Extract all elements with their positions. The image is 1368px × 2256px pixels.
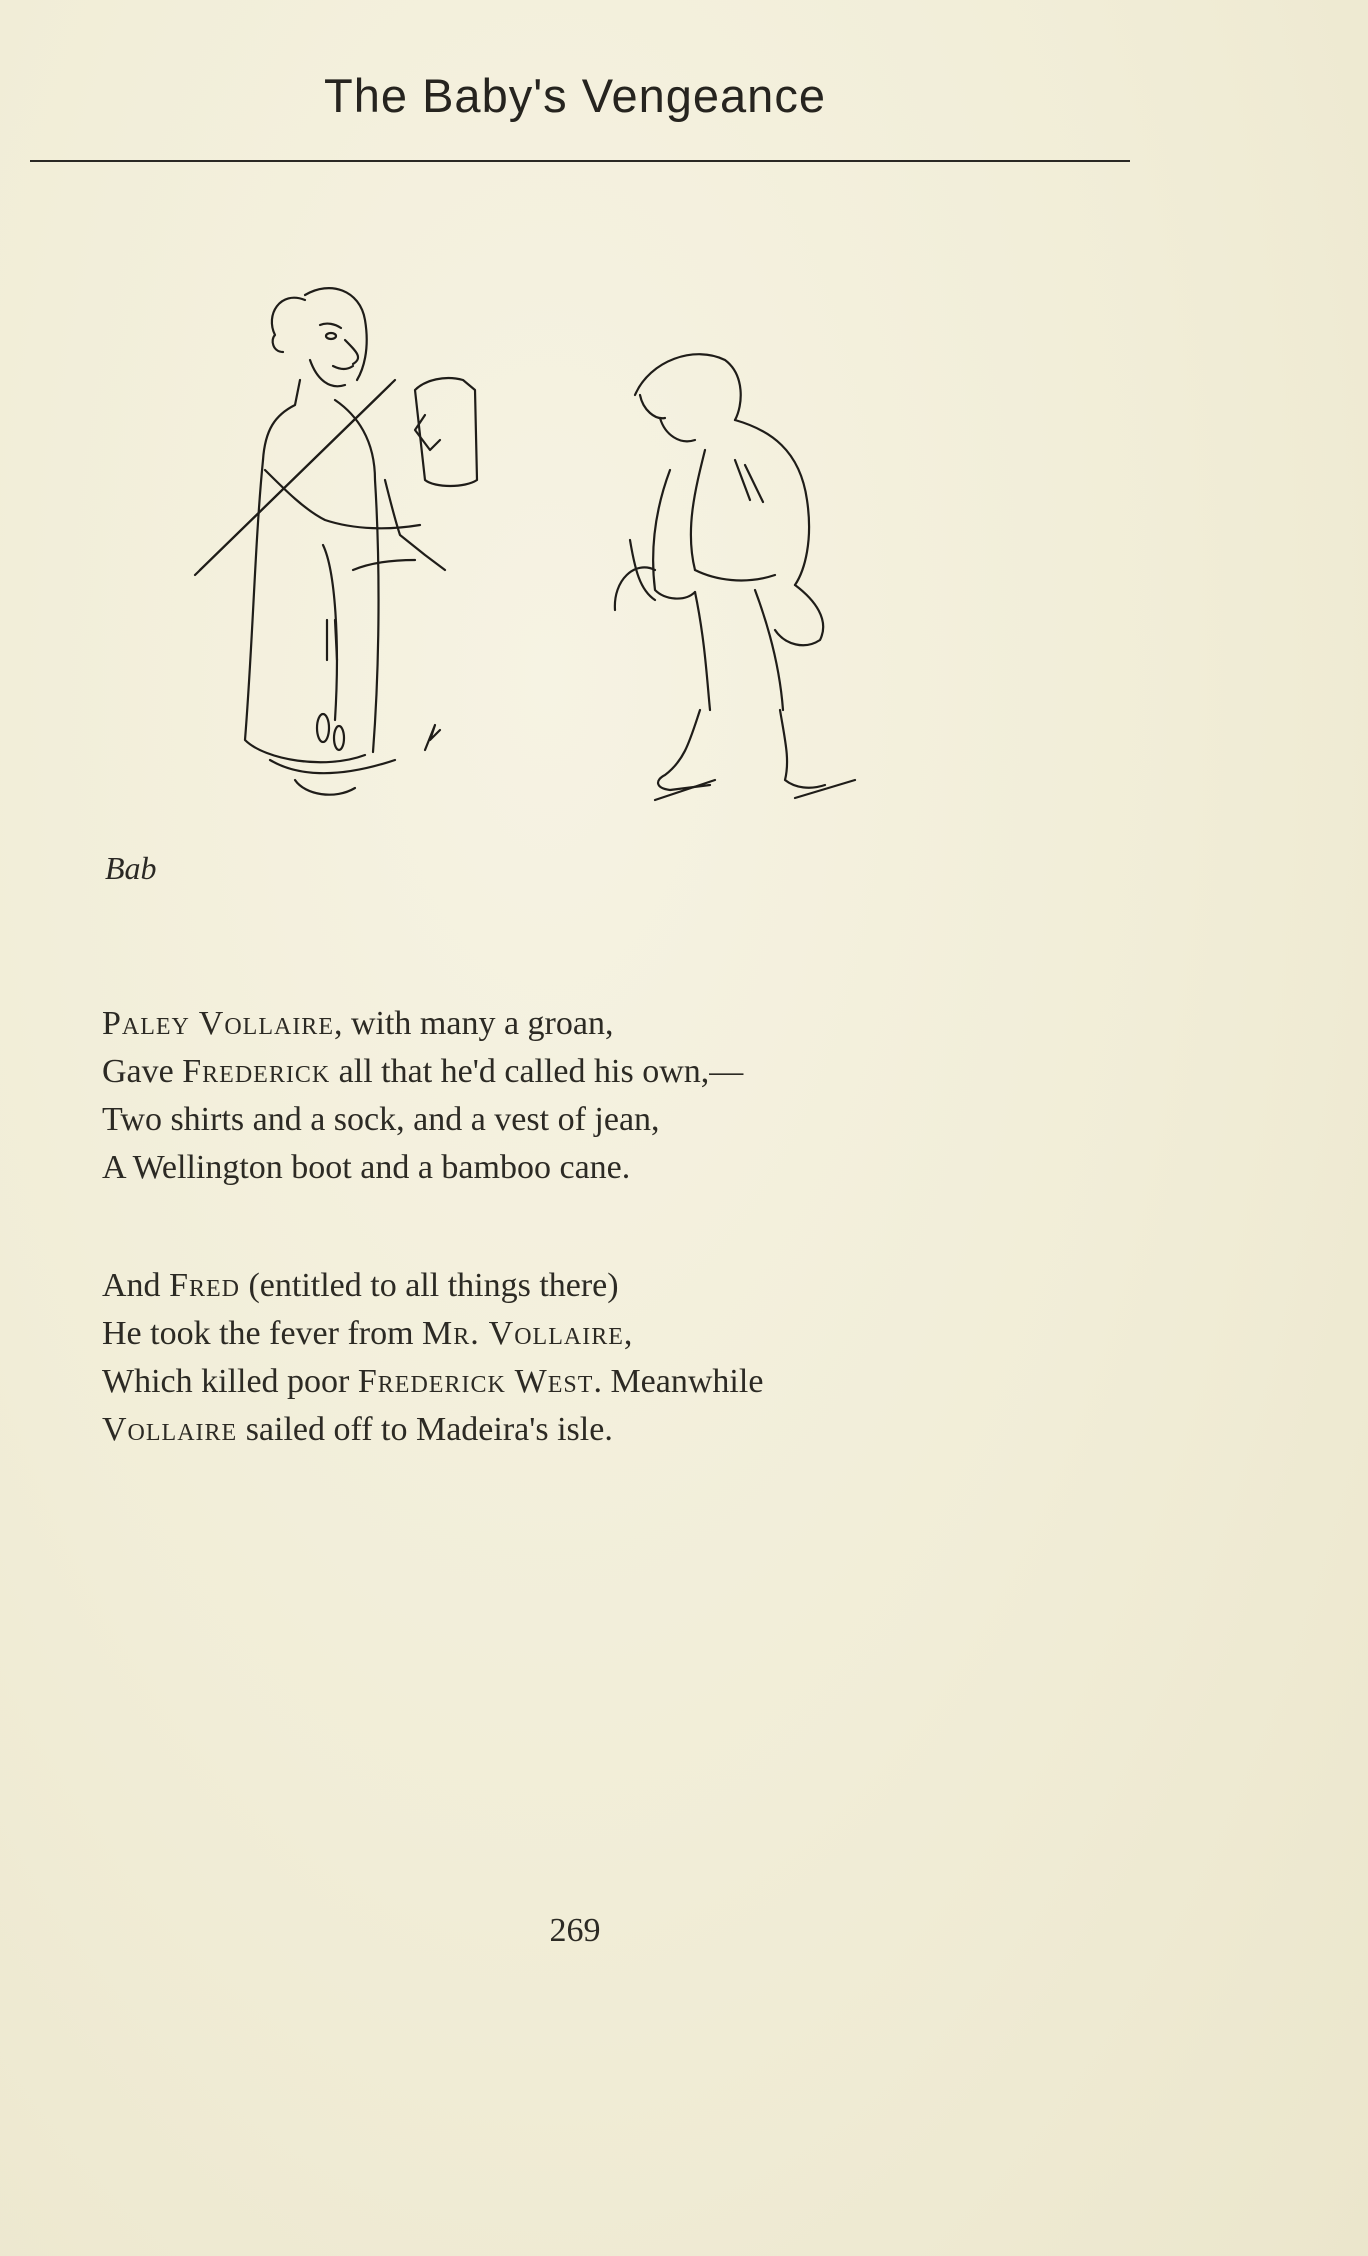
page-header-title: The Baby's Vengeance (324, 69, 826, 122)
verse-line (102, 1310, 763, 1358)
verse-text: And (102, 1267, 170, 1304)
verse-name: Frederick (182, 1053, 331, 1090)
verse-name: Mr. Vollaire (422, 1315, 624, 1352)
stanza-2 (102, 1262, 763, 1454)
verse-name: Frederick West (357, 1363, 594, 1400)
verse-name: Paley Vollaire (102, 1005, 334, 1042)
verse-name: Fred (169, 1267, 240, 1304)
verse-line (102, 1048, 743, 1096)
figure-left (195, 288, 477, 795)
verse-text: (entitled to all things there) (239, 1267, 619, 1304)
verse-line (102, 1358, 763, 1406)
verse-line (102, 1000, 743, 1048)
verse-text: Two shirts and a sock, and a vest of jean, (102, 1101, 660, 1138)
verse-text: . Meanwhile (593, 1363, 764, 1400)
illustration-drawing (95, 240, 1015, 920)
verse-text: all that he'd called his own,— (330, 1053, 744, 1090)
stanza-1 (102, 1000, 743, 1192)
verse-text: sailed off to Madeira's isle. (237, 1411, 613, 1448)
figure-right (615, 354, 855, 800)
verse-line (102, 1262, 763, 1310)
verse-text: Which killed poor (102, 1363, 358, 1400)
header-divider (30, 160, 1130, 162)
verse-text: A Wellington boot and a bamboo cane. (102, 1149, 631, 1186)
verse-line (102, 1144, 743, 1192)
verse-name: Vollaire (102, 1411, 238, 1448)
verse-line (102, 1406, 763, 1454)
illustration (95, 240, 1015, 920)
page-number: 269 (549, 1912, 601, 1949)
artist-signature: Bab (105, 850, 157, 886)
verse-text: Gave (102, 1053, 183, 1090)
verse-text: He took the fever from (102, 1315, 423, 1352)
verse-line (102, 1096, 743, 1144)
verse-text: , (623, 1315, 633, 1352)
verse-text: , with many a groan, (333, 1005, 614, 1042)
